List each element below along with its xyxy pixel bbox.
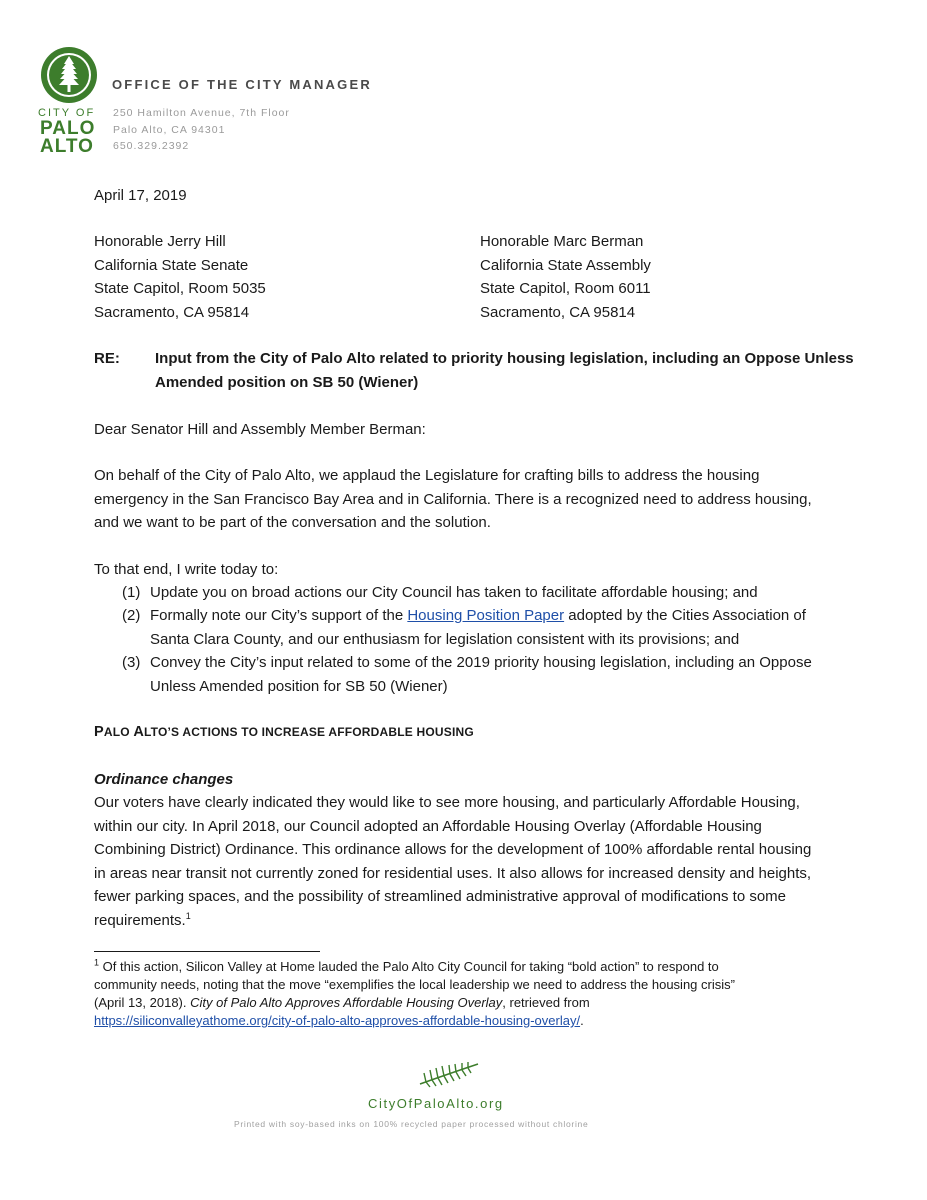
salutation: Dear Senator Hill and Assembly Member Berman:: [94, 421, 426, 438]
re-label: RE:: [94, 350, 120, 367]
paragraph-line: Combining District) Ordinance. This ordinance allows for the development of 100% affordable rental housing: [94, 841, 812, 858]
section-heading: [94, 721, 474, 745]
logo-alto: ALTO: [40, 136, 94, 157]
letter-date: April 17, 2019: [94, 187, 187, 204]
recipient-line: California State Senate: [94, 256, 249, 274]
opening-paragraph: [94, 464, 812, 535]
recipient-line: State Capitol, Room 6011: [480, 280, 651, 297]
phone-number: 650.329.2392: [113, 140, 190, 152]
paragraph-line: On behalf of the City of Palo Alto, we applaud the Legislature for crafting bills to address the housing: [94, 467, 760, 484]
re-subject-line: Amended position on SB 50 (Wiener): [155, 373, 419, 391]
recipient-senate: [94, 230, 266, 324]
list-item: [122, 651, 812, 698]
paragraph-line: fewer parking spaces, and the possibility of streamlined administrative approval of modifications to some: [94, 888, 787, 905]
list-intro: To that end, I write today to:: [94, 561, 279, 578]
recipient-line: Honorable Marc Berman: [480, 233, 644, 250]
footnote-url-link[interactable]: https://siliconvalleyathome.org/city-of-palo-alto-approves-affordable-housing-overlay/: [94, 1013, 581, 1028]
footnote-marker: 1: [185, 910, 191, 921]
list-text: adopted by the Cities Association of: [564, 607, 806, 624]
recipient-line: Sacramento, CA 95814: [480, 303, 636, 321]
heading-cap: A: [133, 724, 145, 740]
list-item: [122, 604, 806, 651]
recipient-line: Sacramento, CA 95814: [94, 303, 250, 321]
footnote-text: (April 13, 2018).: [94, 995, 191, 1010]
list-item: [122, 581, 758, 605]
re-subject: [155, 347, 854, 394]
footnote-article-title: City of Palo Alto Approves Affordable Housing Overlay: [190, 995, 503, 1010]
housing-position-paper-link[interactable]: Housing Position Paper: [407, 607, 565, 624]
footnote: [94, 958, 735, 1030]
heading-cap: P: [94, 724, 104, 740]
footnote-number: 1: [94, 957, 100, 968]
paragraph-line: within our city. In April 2018, our Council adopted an Affordable Housing Overlay (Affordable Housing: [94, 817, 762, 835]
office-title: OFFICE OF THE CITY MANAGER: [112, 77, 372, 92]
sub-heading: Ordinance changes: [94, 771, 234, 788]
footer-print-note: Printed with soy-based inks on 100% recycled paper processed without chlorine: [234, 1119, 589, 1129]
paragraph-line: in areas near transit not currently zoned for residential uses. It also allows for increased density and heights,: [94, 864, 812, 882]
paragraph-line: Our voters have clearly indicated they would like to see more housing, and particularly Affordable Housing,: [94, 794, 800, 811]
footnote-text: .: [580, 1013, 584, 1028]
ordinance-paragraph: [94, 791, 811, 932]
footnote-text: community needs, noting that the move “exemplifies the local leadership we need to address the housing crisis”: [94, 977, 735, 992]
fern-icon: [418, 1060, 480, 1088]
list-text: Unless Amended position for SB 50 (Wiener): [150, 677, 448, 695]
logo-palo: PALO: [40, 118, 96, 139]
paragraph-line: requirements.: [94, 911, 186, 929]
paragraph-line: and we want to be part of the conversation and the solution.: [94, 514, 491, 531]
recipient-assembly: [480, 230, 651, 324]
footnote-text: Of this action, Silicon Valley at Home lauded the Palo Alto City Council for taking “bold action” to respond to: [99, 959, 719, 974]
logo-city-of: CITY OF: [38, 107, 96, 119]
recipient-line: California State Assembly: [480, 256, 651, 274]
recipient-line: Honorable Jerry Hill: [94, 233, 226, 250]
address-line-2: Palo Alto, CA 94301: [113, 124, 226, 136]
footnote-text: , retrieved from: [502, 995, 590, 1010]
footnote-divider: [94, 951, 320, 952]
list-number: (1): [122, 584, 141, 601]
list-number: (3): [122, 654, 141, 671]
list-text: Formally note our City’s support of the: [150, 607, 408, 624]
list-text: Update you on broad actions our City Council has taken to facilitate affordable housing; and: [150, 584, 758, 601]
list-text: Santa Clara County, and our enthusiasm for legislation consistent with its provisions; and: [150, 630, 740, 648]
list-number: (2): [122, 607, 141, 624]
heading-text: LTO’S ACTIONS TO INCREASE AFFORDABLE HOUSING: [144, 725, 474, 739]
recipient-line: State Capitol, Room 5035: [94, 280, 266, 297]
address-line-1: 250 Hamilton Avenue, 7th Floor: [113, 107, 290, 119]
footer-website: CityOfPaloAlto.org: [368, 1096, 504, 1111]
heading-text: ALO: [103, 725, 134, 739]
tree-seal-icon: [40, 46, 98, 104]
list-text: Convey the City’s input related to some of the 2019 priority housing legislation, including an Oppose: [150, 654, 812, 671]
paragraph-line: emergency in the San Francisco Bay Area and in California. There is a recognized need to address housing,: [94, 490, 812, 508]
re-subject-line: Input from the City of Palo Alto related to priority housing legislation, including an Oppose Unless: [155, 350, 854, 367]
